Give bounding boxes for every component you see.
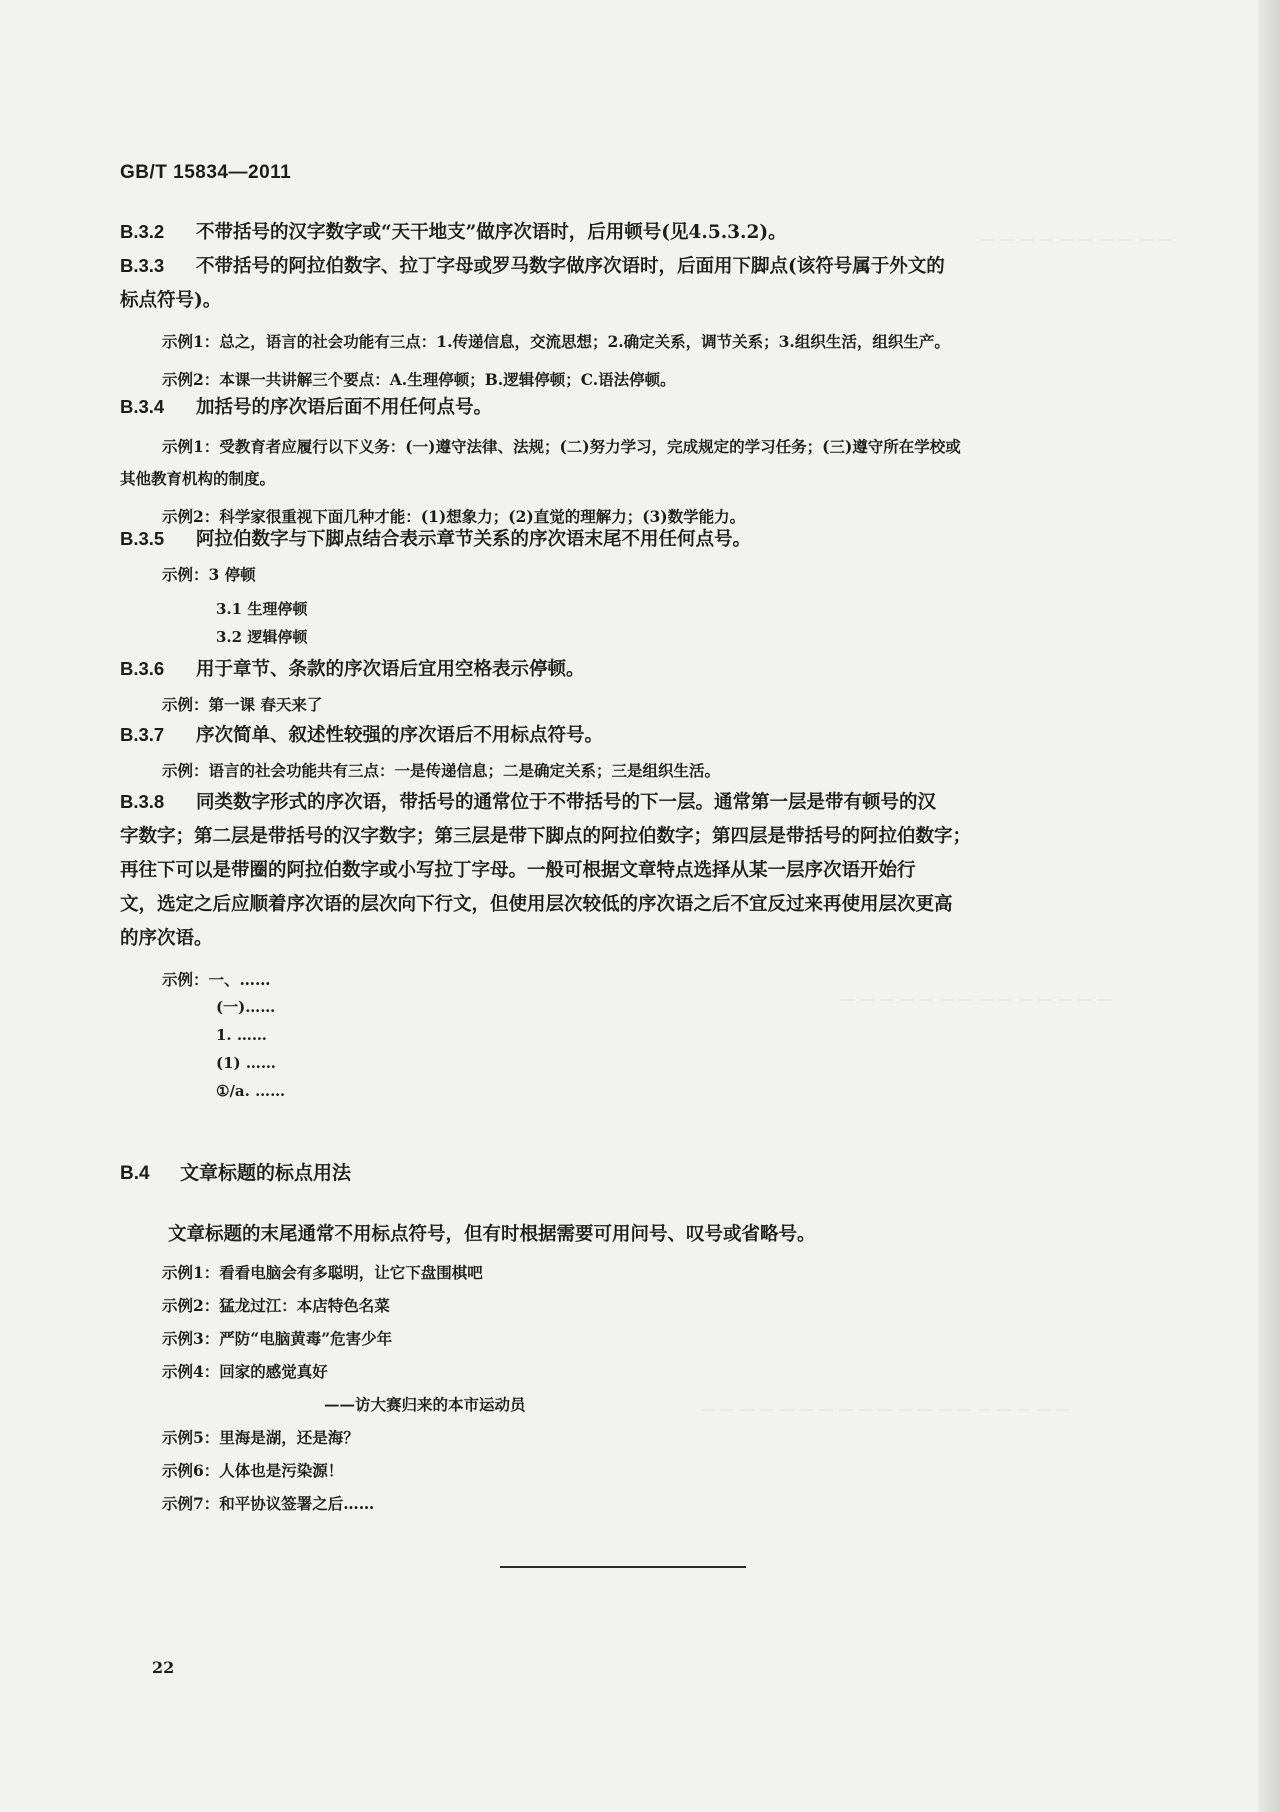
clause-text: 序次简单、叙述性较强的序次语后不用标点符号。 xyxy=(196,725,604,746)
clause-text: 用于章节、条款的序次语后宜用空格表示停顿。 xyxy=(196,659,585,680)
clause-number: B.3.8 xyxy=(120,791,165,812)
clause-number: B.3.4 xyxy=(120,396,165,417)
standard-number: GB/T 15834—2011 xyxy=(120,162,292,183)
example-level-2: (一)…… xyxy=(216,998,276,1016)
clause-text-cont: 字数字；第二层是带括号的汉字数字；第三层是带下脚点的阿拉伯数字；第四层是带括号的阿拉伯数字； xyxy=(120,826,972,847)
clause-b-3-4 xyxy=(120,390,1120,529)
example-level-4: (1) …… xyxy=(216,1054,276,1072)
example-2: 示例2：科学家很重视下面几种才能：(1)想象力；(2)直觉的理解力；(3)数学能力。 xyxy=(162,507,746,526)
clause-number: B.3.5 xyxy=(120,528,165,549)
example-4: 示例4：回家的感觉真好 xyxy=(162,1362,328,1381)
page-number: 22 xyxy=(152,1658,175,1677)
clause-b-3-7 xyxy=(120,718,1120,783)
section-b-4-body xyxy=(120,1218,1120,1520)
example-5: 示例5：里海是湖，还是海？ xyxy=(162,1428,359,1447)
example-2: 示例2：本课一共讲解三个要点：A.生理停顿；B.逻辑停顿；C.语法停顿。 xyxy=(162,370,676,389)
show-through: — — — — — — — — — — — — — — xyxy=(840,990,1112,1008)
example: 示例：第一课 春天来了 xyxy=(162,695,323,714)
example-4-subtitle: ——访大赛归来的本市运动员 xyxy=(324,1395,526,1414)
example-2: 示例2：猛龙过江：本店特色名菜 xyxy=(162,1296,390,1315)
clause-text-cont: 的序次语。 xyxy=(120,928,213,949)
clause-b-3-8 xyxy=(120,785,1120,1105)
example-7: 示例7：和平协议签署之后…… xyxy=(162,1494,375,1513)
section-b-4 xyxy=(120,1158,1120,1185)
example-sub-2: 3.2 逻辑停顿 xyxy=(216,628,308,646)
show-through: — — — — — — — — — — xyxy=(980,230,1173,248)
clause-number: B.3.7 xyxy=(120,724,165,745)
example-1-cont: 其他教育机构的制度。 xyxy=(120,469,276,488)
clause-text: 不带括号的汉字数字或“天干地支”做序次语时，后用顿号(见4.5.3.2)。 xyxy=(196,222,787,243)
clause-text: 同类数字形式的序次语，带括号的通常位于不带括号的下一层。通常第一层是带有顿号的汉 xyxy=(196,792,937,813)
section-number: B.4 xyxy=(120,1163,150,1184)
example-1: 示例1：受教育者应履行以下义务：(一)遵守法律、法规；(二)努力学习，完成规定的学习任务；(三)遵守所在学校或 xyxy=(162,437,961,456)
clause-b-3-6 xyxy=(120,652,1120,717)
clause-b-3-3 xyxy=(120,249,1120,392)
example-3: 示例3：严防“电脑黄毒”危害少年 xyxy=(162,1329,393,1348)
clause-b-3-2 xyxy=(120,215,1120,250)
example-label: 示例：一、…… xyxy=(162,970,271,989)
example-sub-1: 3.1 生理停顿 xyxy=(216,600,308,618)
example-6: 示例6：人体也是污染源！ xyxy=(162,1461,344,1480)
example-level-3: 1. …… xyxy=(216,1026,267,1044)
end-rule xyxy=(500,1566,746,1568)
section-paragraph: 文章标题的末尾通常不用标点符号，但有时根据需要可用问号、叹号或省略号。 xyxy=(168,1224,816,1245)
example: 示例：语言的社会功能共有三点：一是传递信息；二是确定关系；三是组织生活。 xyxy=(162,761,721,780)
example-1: 示例1：总之，语言的社会功能有三点：1.传递信息，交流思想；2.确定关系，调节关系；3.组织生活，组织生产。 xyxy=(162,332,950,351)
example-label: 示例：3 停顿 xyxy=(162,565,256,584)
example-1: 示例1：看看电脑会有多聪明，让它下盘围棋吧 xyxy=(162,1263,483,1282)
show-through: — — — — — — — — — — — — — — — — — — — xyxy=(700,1400,1071,1418)
clause-text: 阿拉伯数字与下脚点结合表示章节关系的序次语末尾不用任何点号。 xyxy=(196,529,752,550)
scan-edge xyxy=(1258,0,1280,1812)
section-title: 文章标题的标点用法 xyxy=(180,1162,352,1184)
clause-text-cont: 标点符号)。 xyxy=(120,290,222,311)
example-level-5: ①/a. …… xyxy=(216,1082,286,1100)
clause-number: B.3.2 xyxy=(120,221,165,242)
clause-number: B.3.3 xyxy=(120,255,165,276)
clause-text-cont: 文，选定之后应顺着序次语的层次向下行文，但使用层次较低的序次语之后不宜反过来再使用层次更高 xyxy=(120,894,953,915)
clause-b-3-5 xyxy=(120,522,1120,651)
clause-text-cont: 再往下可以是带圈的阿拉伯数字或小写拉丁字母。一般可根据文章特点选择从某一层序次语开始行 xyxy=(120,860,916,881)
clause-number: B.3.6 xyxy=(120,658,165,679)
clause-text: 加括号的序次语后面不用任何点号。 xyxy=(196,397,493,418)
clause-text: 不带括号的阿拉伯数字、拉丁字母或罗马数字做序次语时，后面用下脚点(该符号属于外文的 xyxy=(196,256,945,277)
